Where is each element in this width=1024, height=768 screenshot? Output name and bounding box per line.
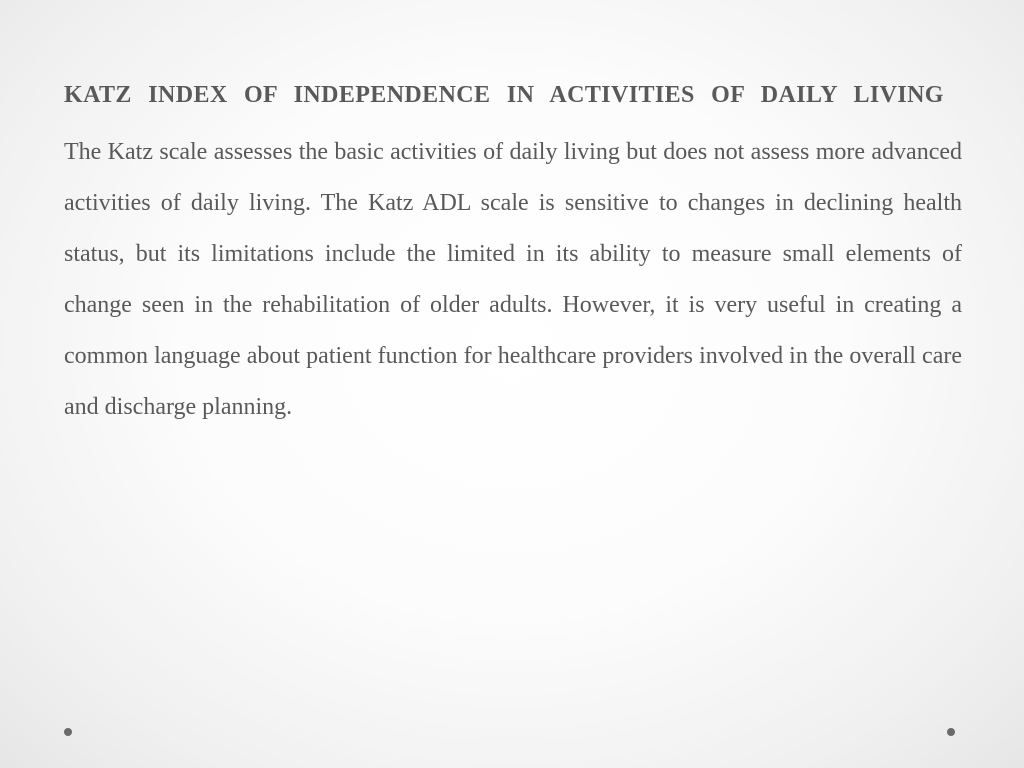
decorative-dot-right xyxy=(947,728,955,736)
slide-content xyxy=(64,70,962,433)
slide-title: KATZ INDEX OF INDEPENDENCE IN ACTIVITIES OF DAILY LIVING xyxy=(64,82,944,108)
decorative-dot-left xyxy=(64,728,72,736)
slide-body-text: The Katz scale assesses the basic activities of daily living but does not assess more advanced activities of daily living. The Katz ADL scale is sensitive to changes in declining health status, but its limitations include the limited in its ability to measure small elements of change seen in the rehabilitation of older adults. However, it is very useful in creating a common language about patient function for healthcare providers involved in the overall care and discharge planning. xyxy=(64,139,962,420)
